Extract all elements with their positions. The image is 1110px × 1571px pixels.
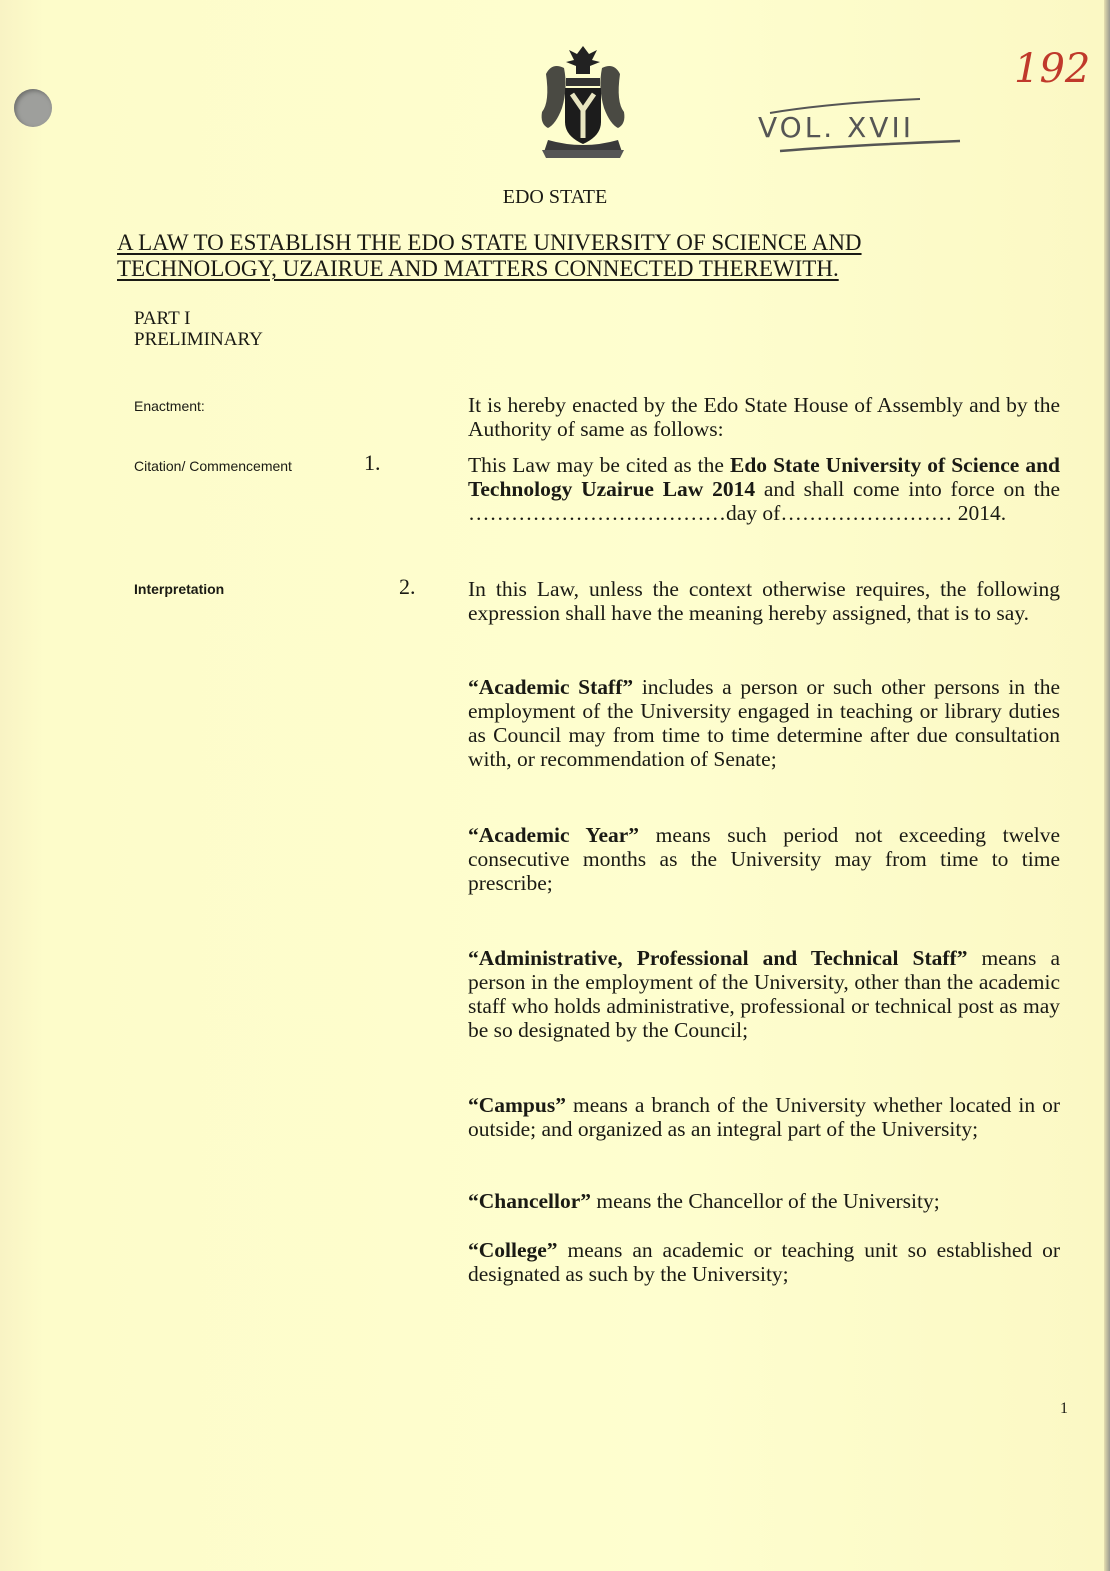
definition-text: means such period not exceeding twelve consecutive months as the University may from time to time prescribe; [468,823,1060,895]
definition-admin-staff [468,946,1060,1042]
definition-text: means a person in the employment of the University, other than the academic staff who holds administrative, professional or technical post as may be so designated by the Council; [468,946,1060,1042]
citation-text-start: This Law may be cited as the [468,453,730,477]
definition-term: “Campus” [468,1093,566,1117]
law-title [117,230,1077,282]
volume-text: VOL. XVII [758,111,914,144]
part-heading [134,308,263,350]
section-number: 1. [364,450,381,475]
definition-term: “Administrative, Professional and Technical Staff” [468,946,968,970]
margin-note-citation: Citation/ Commencement [134,458,292,474]
definition-term: “Academic Staff” [468,675,634,699]
law-short-title: Edo State University of Science and Technology Uzairue Law 2014 [468,453,1060,501]
interpretation-text: In this Law, unless the context otherwise requires, the following expression shall have the meaning hereby assigned, that is to say. [468,577,1060,625]
definition-text: means the Chancellor of the University; [591,1189,940,1213]
definition-academic-year [468,823,1060,895]
section-number: 2. [399,574,416,599]
definition-term: “Chancellor” [468,1189,592,1213]
definition-campus [468,1093,1060,1141]
title-line-2: TECHNOLOGY, UZAIRUE AND MATTERS CONNECTED THEREWITH. [117,256,839,281]
definition-text: means an academic or teaching unit so established or designated as such by the University; [468,1238,1060,1286]
handwritten-page-number [1010,42,1105,92]
citation-text [468,453,1060,525]
definition-text: means a branch of the University whether located in or outside; and organized as an integral part of the University; [468,1093,1060,1141]
enactment-text: It is hereby enacted by the Edo State House of Assembly and by the Authority of same as follows: [468,393,1060,441]
definition-term: “College” [468,1238,558,1262]
title-line-1: A LAW TO ESTABLISH THE EDO STATE UNIVERSITY OF SCIENCE AND [117,230,862,255]
margin-note-interpretation: Interpretation [134,581,225,597]
citation-text-end: and shall come into force on the ………………………………day of…………………… 2014. [468,477,1061,525]
definition-academic-staff [468,675,1060,771]
definition-text: includes a person or such other persons in the employment of the University engaged in teaching or library duties as Council may from time to time determine after due consultation with, or recommendation of Senate; [468,675,1060,771]
state-heading: EDO STATE [502,186,608,208]
punch-hole [14,89,52,127]
coat-of-arms-icon [538,44,628,162]
definition-term: “Academic Year” [468,823,640,847]
part-label: PART I [134,308,191,329]
definition-college [468,1238,1060,1286]
page-number: 1 [1060,1400,1068,1417]
handwritten-volume-note [730,95,970,155]
handwritten-number-text: 192 [1014,46,1091,92]
definition-chancellor [468,1189,1060,1213]
part-title: PRELIMINARY [134,329,263,350]
page-edge [1104,0,1110,1571]
margin-note-enactment: Enactment: [134,398,205,414]
